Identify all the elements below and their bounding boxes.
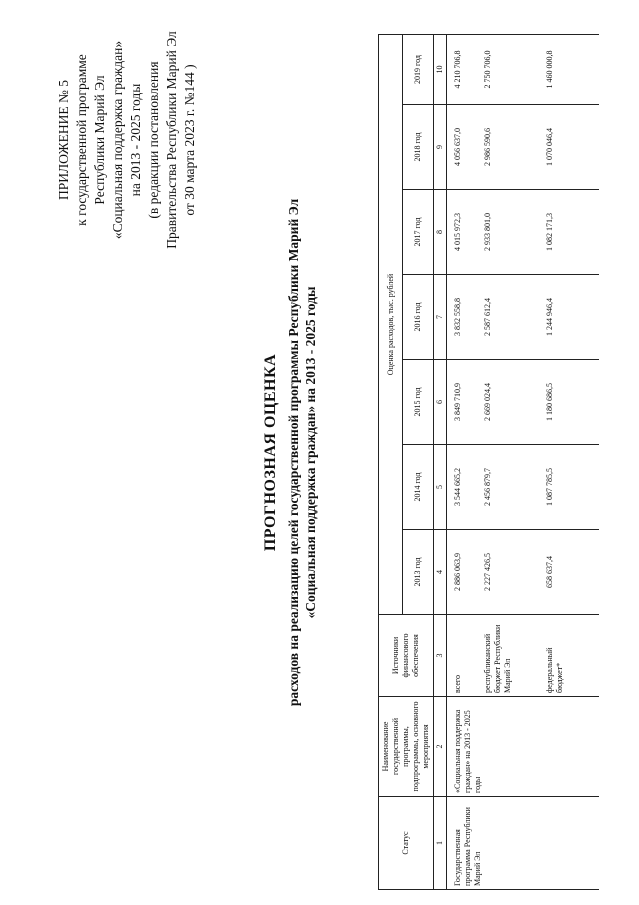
column-index: 6 [434,360,447,445]
value-cell: 1 460 000,8 [539,35,599,105]
appendix-line: к государственной программе [74,54,89,226]
value-cell: 2 669 024,4 [477,360,539,445]
appendix-line: (в редакции постановления [146,61,161,219]
header-year: 2019 год [403,35,434,105]
value-cell: 1 180 686,5 [539,360,599,445]
value-cell: 3 849 710,9 [447,360,477,445]
column-index: 10 [434,35,447,105]
header-estimate: Оценка расходов, тыс. рублей [379,35,403,615]
header-source: Источники финансового обеспечения [379,615,434,697]
table-row [447,35,477,890]
header-name: Наименование государственной программы, подпрограммы, основного мероприятия [379,697,434,797]
column-index: 1 [434,797,447,890]
value-cell: 1 087 785,5 [539,445,599,530]
program-name-cell: «Социальная поддержка граждан» на 2013 - 2025 годы [447,697,599,797]
column-index: 3 [434,615,447,697]
header-year: 2017 год [403,190,434,275]
value-cell: 3 832 558,8 [447,275,477,360]
column-index: 4 [434,530,447,615]
value-cell: 2 456 879,7 [477,445,539,530]
value-cell: 3 544 665,2 [447,445,477,530]
column-index: 5 [434,445,447,530]
value-cell: 4 056 637,0 [447,105,477,190]
appendix-line: от 30 марта 2023 г. №144 ) [182,64,197,216]
value-cell: 2 750 706,0 [477,35,539,105]
source-cell: республиканский бюджет Республики Марий Эл [477,615,539,697]
header-status: Статус [379,797,434,890]
value-cell: 2 933 801,0 [477,190,539,275]
value-cell: 658 637,4 [539,530,599,615]
header-year: 2014 год [403,445,434,530]
value-cell: 2 227 426,5 [477,530,539,615]
header-year: 2013 год [403,530,434,615]
document-subtitle-line-1: расходов на реализацию целей государственной программы Республики Марий Эл [286,198,301,707]
appendix-line: на 2013 - 2025 годы [128,83,143,197]
appendix-line: Правительства Республики Марий Эл [164,31,179,249]
expenditure-table [378,34,599,890]
column-index: 8 [434,190,447,275]
column-index: 7 [434,275,447,360]
header-year: 2018 год [403,105,434,190]
column-index: 9 [434,105,447,190]
document-title-block [262,0,319,905]
appendix-line: «Социальная поддержка граждан» [110,40,125,240]
status-cell: Государственная программа Республики Марий Эл [447,797,599,890]
header-year: 2016 год [403,275,434,360]
value-cell: 2 886 063,9 [447,530,477,615]
appendix-line: Республики Марий Эл [92,75,107,205]
value-cell: 1 070 046,4 [539,105,599,190]
value-cell: 1 082 171,3 [539,190,599,275]
document-title: ПРОГНОЗНАЯ ОЦЕНКА [262,353,279,552]
value-cell: 4 015 972,3 [447,190,477,275]
value-cell: 1 244 946,4 [539,275,599,360]
source-cell: федеральный бюджет* [539,615,599,697]
header-year: 2015 год [403,360,434,445]
value-cell: 2 986 590,6 [477,105,539,190]
source-cell: всего [447,615,477,697]
value-cell: 4 210 706,8 [447,35,477,105]
value-cell: 2 587 612,4 [477,275,539,360]
appendix-line: ПРИЛОЖЕНИЕ № 5 [56,79,71,201]
document-subtitle-line-2: «Социальная поддержка граждан» на 2013 - 2025 годы [303,286,318,619]
appendix-block [55,15,199,265]
column-index: 2 [434,697,447,797]
